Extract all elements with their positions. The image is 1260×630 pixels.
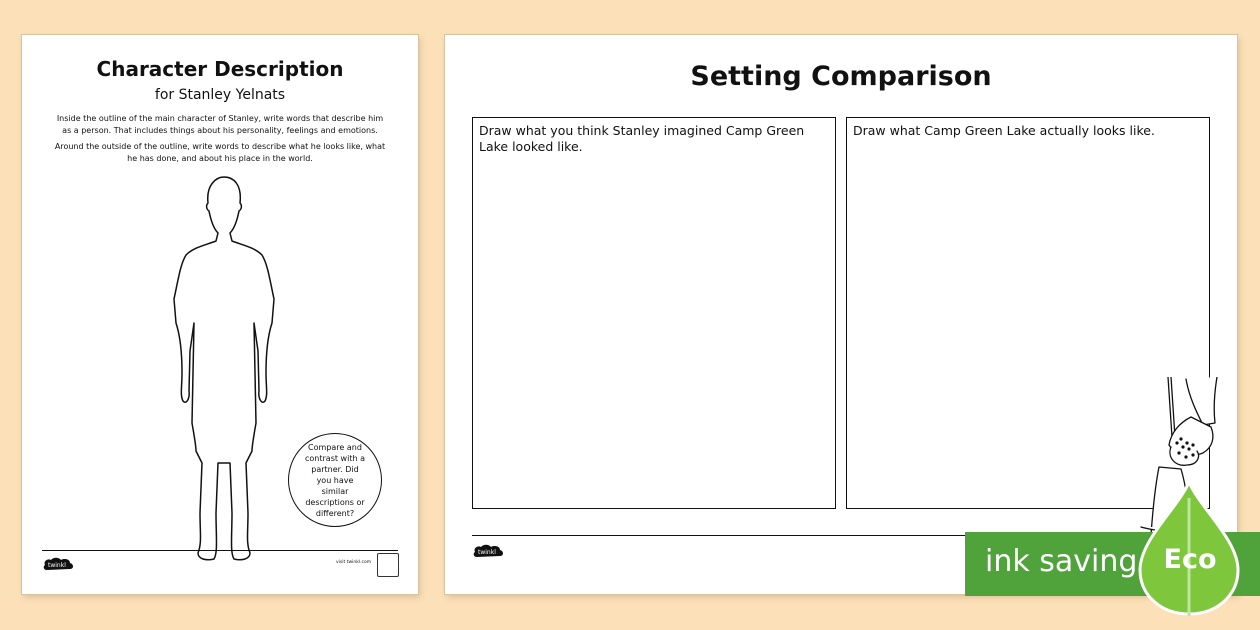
- sheet-title: Setting Comparison: [690, 61, 992, 92]
- compare-prompt-text: Compare and contrast with a partner. Did you have similar descriptions or different?: [305, 442, 365, 518]
- sheet-title: Character Description: [96, 57, 344, 81]
- ink-saving-label: ink saving: [985, 544, 1138, 579]
- box-instruction: Draw what Camp Green Lake actually looks like.: [853, 123, 1155, 138]
- character-description-sheet: [22, 35, 418, 594]
- quality-badge: [377, 553, 399, 577]
- sheet-subtitle: for Stanley Yelnats: [154, 87, 286, 103]
- setting-comparison-sheet: [445, 35, 1237, 594]
- boy-silhouette-outline: [162, 173, 282, 578]
- compare-prompt-circle: [288, 433, 382, 527]
- instruction-paragraph: Inside the outline of the main character of Stanley, write words that describe him as a person. That includes things about his personality, feelings and emotions.: [56, 114, 384, 135]
- instruction-paragraph: Around the outside of the outline, write words to describe what he looks like, what he has done, and about his place in the world.: [54, 142, 386, 163]
- twinkl-logo: [42, 556, 76, 572]
- drawing-box-imagined: [472, 117, 836, 509]
- svg-text:twinkl: twinkl: [478, 549, 496, 556]
- twinkl-logo: [472, 543, 506, 559]
- eco-label: Eco: [1163, 544, 1217, 575]
- box-instruction: Draw what you think Stanley imagined Camp Green Lake looked like.: [479, 123, 805, 154]
- footer-divider: [42, 550, 398, 551]
- svg-text:twinkl: twinkl: [48, 562, 66, 569]
- visit-website-text: visit twinkl.com: [336, 560, 372, 565]
